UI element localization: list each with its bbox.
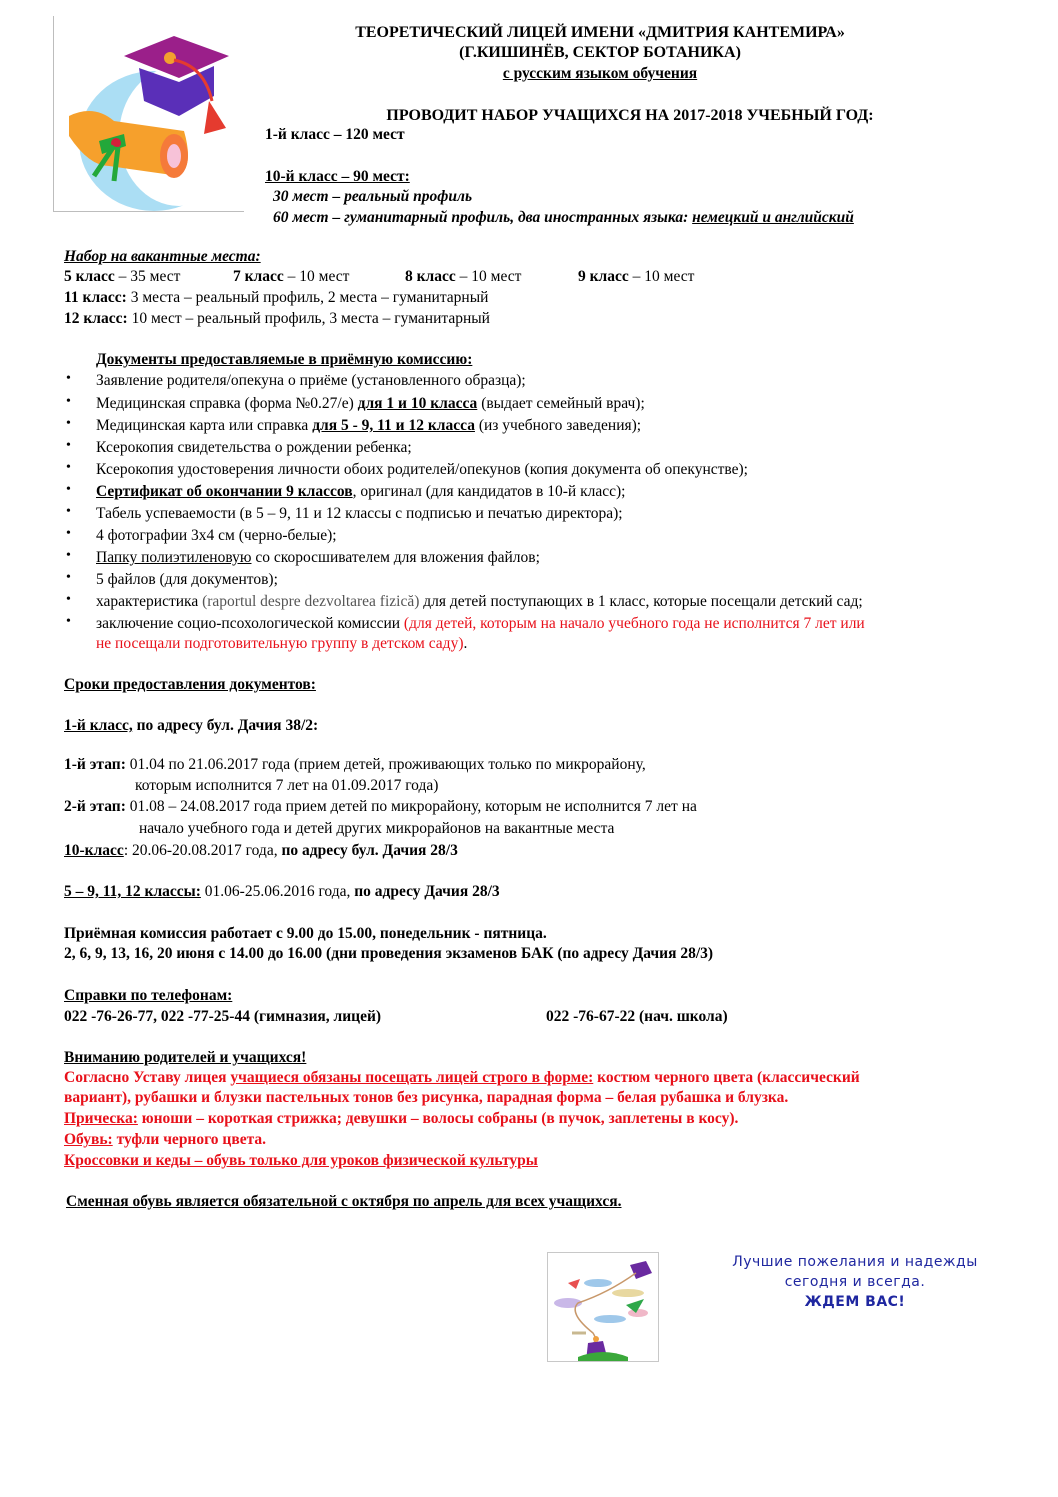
grade1-admission: 1-й класс – 120 мест <box>265 126 405 143</box>
item-text: заключение социо-псохологической комиссии <box>96 615 404 632</box>
item-text: Ксерокопия удостоверения личности обоих родителей/опекунов (копия документа об опекунстве); <box>96 461 748 478</box>
hair-label: Прическа: <box>64 1110 138 1127</box>
graduation-logo <box>53 16 244 212</box>
vacancy-8 <box>405 267 521 287</box>
hair-rule <box>64 1109 738 1129</box>
document-item <box>96 371 526 391</box>
item-warning: (для детей, которым на начало учебного года не исполнится 7 лет или <box>403 615 865 632</box>
vacancy-11 <box>64 288 488 308</box>
uniform-rule <box>64 1068 860 1088</box>
documents-heading: Документы предоставляемые в приёмную комиссию: <box>96 351 473 368</box>
graduate-kite-icon <box>548 1253 658 1361</box>
vacancy-value: – 10 мест <box>283 268 350 285</box>
uniform-emphasis: учащиеся обязаны посещать лицей строго в форме: <box>230 1069 594 1086</box>
uniform-text: костюм черного цвета (классический <box>593 1069 860 1086</box>
document-item <box>96 416 641 436</box>
document-item <box>96 548 540 568</box>
vacancy-label: 8 класс <box>405 268 456 285</box>
item-text: (выдает семейный врач); <box>477 395 645 412</box>
school-subtitle: с русским языком обучения <box>502 65 698 82</box>
deadlines-heading: Сроки предоставления документов: <box>64 676 316 693</box>
bullet-icon: • <box>66 438 71 453</box>
phones-main: 022 -76-26-77, 022 -77-25-44 (гимназия, лицей) <box>64 1008 382 1025</box>
item-text: Медицинская карта или справка <box>96 417 313 434</box>
item-text: Заявление родителя/опекуна о приёме (установленного образца); <box>96 372 526 389</box>
document-item <box>96 394 645 414</box>
document-item-cont <box>96 634 467 654</box>
bullet-icon: • <box>66 548 71 563</box>
school-title-line2: (Г.КИШИНЁВ, СЕКТОР БОТАНИКА) <box>459 44 741 61</box>
change-shoes-rule: Сменная обувь является обязательной с октября по апрель для всех учащихся. <box>66 1193 622 1210</box>
document-item <box>96 460 748 480</box>
vacancy-value: – 10 мест <box>628 268 695 285</box>
document-item <box>96 614 865 634</box>
stage1-cont: которым исполнится 7 лет на 01.09.2017 года) <box>135 777 439 794</box>
phone-primary-school: 022 -76-67-22 (нач. школа) <box>546 1008 728 1025</box>
item-text: характеристика <box>96 593 203 610</box>
grade1-deadline-heading <box>64 716 318 736</box>
grade10-label: 10-класс <box>64 842 124 859</box>
bullet-icon: • <box>66 570 71 585</box>
item-text: 4 фотографии 3х4 см (черно-белые); <box>96 527 337 544</box>
item-text: (из учебного заведения); <box>474 417 642 434</box>
vacancy-7 <box>233 267 349 287</box>
item-text: для детей поступающих в 1 класс, которые посещали детский сад; <box>419 593 863 610</box>
item-warning: не посещали подготовительную группу в детском саду) <box>96 635 464 652</box>
announcement-title: ПРОВОДИТ НАБОР УЧАЩИХСЯ НА 2017-2018 УЧЕБНЫЙ ГОД: <box>386 107 874 124</box>
document-item <box>96 592 863 612</box>
bullet-icon: • <box>66 482 71 497</box>
exam-days-hours: 2, 6, 9, 13, 16, 20 июня с 14.00 до 16.00 (дни проведения экзаменов БАК (по адресу Дачия 28/3) <box>64 945 714 962</box>
humanitarian-text: 60 мест – гуманитарный профиль, два иностранных языка: <box>273 209 693 226</box>
bullet-icon: • <box>66 394 71 409</box>
grade1-address: по адресу бул. Дачия 38/2: <box>132 717 319 734</box>
other-grades-deadline <box>64 882 500 902</box>
contacts-heading: Справки по телефонам: <box>64 987 233 1004</box>
vacancy-value: 10 мест – реальный профиль, 3 места – гуманитарный <box>127 310 490 327</box>
bullet-icon: • <box>66 614 71 629</box>
office-hours: Приёмная комиссия работает с 9.00 до 15.00, понедельник - пятница. <box>64 925 547 942</box>
document-item <box>96 504 623 524</box>
bullet-icon: • <box>66 371 71 386</box>
item-text: Табель успеваемости (в 5 – 9, 11 и 12 классы с подписью и печатью директора); <box>96 505 623 522</box>
closing-welcome: ЖДЕМ ВАС! <box>804 1294 906 1310</box>
vacancy-label: 12 класс: <box>64 310 128 327</box>
uniform-rule-cont: вариант), рубашки и блузки пастельных тонов без рисунка, парадная форма – белая рубашка и блузка. <box>64 1089 789 1106</box>
grade10-address: по адресу бул. Дачия 28/3 <box>281 842 458 859</box>
stage-label: 1-й этап: <box>64 756 126 773</box>
grade10-real-profile: 30 мест – реальный профиль <box>273 188 473 205</box>
grade1-label: 1-й класс, <box>64 717 133 734</box>
languages-text: немецкий и английский <box>692 209 854 226</box>
item-note: (raportul despre dezvoltarea fizică) <box>202 593 420 610</box>
vacancy-12 <box>64 309 490 329</box>
notice-heading: Вниманию родителей и учащихся! <box>64 1049 307 1066</box>
document-item <box>96 570 278 590</box>
closing-wishes-line2: сегодня и всегда. <box>784 1274 926 1290</box>
stage1 <box>64 755 646 775</box>
hair-text: юноши – короткая стрижка; девушки – волосы собраны (в пучок, заплетены в косу). <box>137 1110 739 1127</box>
vacancies-heading: Набор на вакантные места: <box>64 248 261 265</box>
bullet-icon: • <box>66 504 71 519</box>
graduate-illustration <box>547 1252 659 1362</box>
grade10-dates: : 20.06-20.08.2017 года, <box>123 842 282 859</box>
grade10-humanitarian-profile <box>273 208 854 228</box>
school-title-line1: ТЕОРЕТИЧЕСКИЙ ЛИЦЕЙ ИМЕНИ «ДМИТРИЯ КАНТЕМИРА» <box>355 24 845 41</box>
document-item <box>96 438 412 458</box>
vacancy-label: 7 класс <box>233 268 284 285</box>
grade10-deadline <box>64 841 458 861</box>
shoes-rule <box>64 1130 266 1150</box>
stage-text: 01.04 по 21.06.2017 года (прием детей, проживающих только по микрорайону, <box>125 756 646 773</box>
vacancy-value: – 10 мест <box>455 268 522 285</box>
item-text: Ксерокопия свидетельства о рождении ребенка; <box>96 439 412 456</box>
vacancy-label: 5 класс <box>64 268 115 285</box>
item-emphasis: для 1 и 10 класса <box>357 395 478 412</box>
vacancy-value: – 35 мест <box>114 268 181 285</box>
item-emphasis: для 5 - 9, 11 и 12 класса <box>312 417 475 434</box>
other-grades-address: по адресу Дачия 28/3 <box>354 883 500 900</box>
other-grades-dates: 01.06-25.06.2016 года, <box>200 883 355 900</box>
other-grades-label: 5 – 9, 11, 12 классы: <box>64 883 201 900</box>
closing-wishes-line1: Лучшие пожелания и надежды <box>732 1254 978 1270</box>
vacancy-label: 9 класс <box>578 268 629 285</box>
document-item <box>96 526 337 546</box>
item-emphasis: Сертификат об окончании 9 классов <box>96 483 353 500</box>
shoes-label: Обувь: <box>64 1131 113 1148</box>
bullet-icon: • <box>66 416 71 431</box>
grade10-heading: 10-й класс – 90 мест: <box>265 168 410 185</box>
item-text: со скоросшивателем для вложения файлов; <box>251 549 540 566</box>
vacancy-5 <box>64 267 180 287</box>
stage2-cont: начало учебного года и детей других микрорайонов на вакантные места <box>139 820 615 837</box>
shoes-text: туфли черного цвета. <box>112 1131 267 1148</box>
item-text: . <box>463 635 468 652</box>
vacancy-label: 11 класс: <box>64 289 127 306</box>
item-text: , оригинал (для кандидатов в 10-й класс); <box>352 483 626 500</box>
vacancy-9 <box>578 267 694 287</box>
stage-label: 2-й этап: <box>64 798 126 815</box>
document-item <box>96 482 625 502</box>
item-text: Медицинская справка (форма №0.27/е) <box>96 395 358 412</box>
graduation-cap-diploma-icon <box>54 16 244 211</box>
item-emphasis: Папку полиэтиленовую <box>96 549 252 566</box>
vacancy-value: 3 места – реальный профиль, 2 места – гуманитарный <box>126 289 489 306</box>
sneakers-rule: Кроссовки и кеды – обувь только для уроков физической культуры <box>64 1152 538 1169</box>
stage-text: 01.08 – 24.08.2017 года прием детей по микрорайону, которым не исполнится 7 лет на <box>125 798 697 815</box>
item-text: 5 файлов (для документов); <box>96 571 278 588</box>
bullet-icon: • <box>66 592 71 607</box>
bullet-icon: • <box>66 526 71 541</box>
stage2 <box>64 797 697 817</box>
bullet-icon: • <box>66 460 71 475</box>
uniform-text: Согласно Уставу лицея <box>64 1069 231 1086</box>
